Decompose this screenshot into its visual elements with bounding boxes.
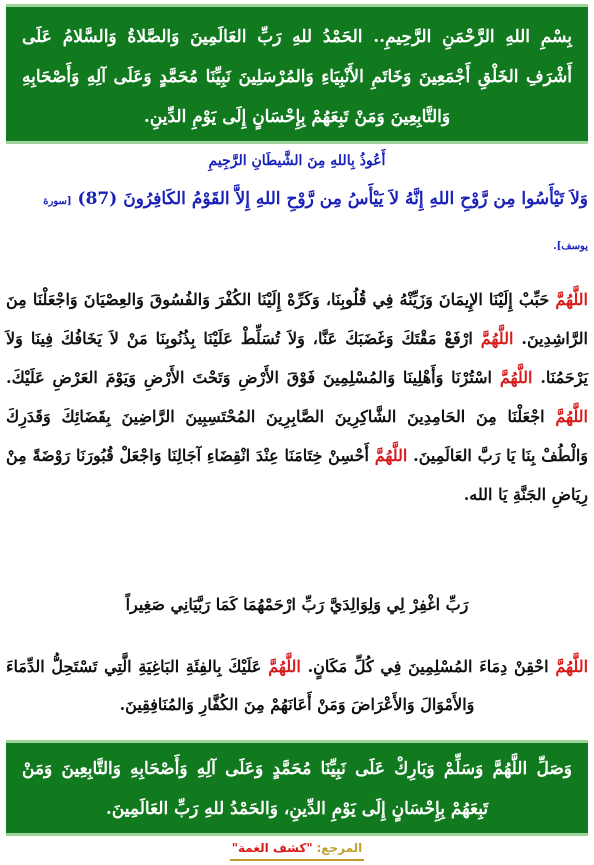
opening-banner-text: بِسْمِ اللهِ الرَّحْمَنِ الرَّحِيمِ.. الحَمْدُ للهِ رَبِّ العَالَمِينَ وَالصَّلاةُ وَالسَّلامُ عَلَى أَشْرَفِ الخَلْقِ أَجْمَعِينَ وَخَاتَمِ الأَنْبِيَاءِ وَالمُرْسَلِينَ نَبِيِّنَا مُحَمَّدٍ وَعَلَى آلِهِ وَأَصْحَابِهِ وَالتَّابِعِينَ وَمَنْ تَبِعَهُمْ بِإِحْسَانٍ إِلَى يَوْمِ الدِّينِ. [22, 27, 572, 127]
quran-verse-text: وَلاَ تَيْأَسُوا مِن رَّوْحِ اللهِ إِنَّهُ لاَ يَيْأَسُ مِن رَّوْحِ اللهِ إِلاَّ القَوْمُ الكَافِرُونَ (87) [77, 189, 588, 209]
source-title: "كشف الغمة" [231, 841, 313, 855]
supplication-text: حَبِّبْ إِلَيْنَا الإِيمَانَ وَزَيِّنْهُ فِي قُلُوبِنَا، وَكَرِّهْ إِلَيْنَا الكُفْرَ وَالفُسُوقَ وَالعِصْيَانَ وَاجْعَلْنَا مِنَ الرَّاشِدِينَ. [6, 290, 588, 348]
verse-reference: [سورة يوسف]. [43, 196, 588, 252]
supplication-text: ارْفَعْ مَقْتَكَ وَغَضَبَكَ عَنَّا، وَلاَ تُسَلِّطْ عَلَيْنَا بِذُنُوبِنَا مَنْ لاَ يَخَافُكَ فِينَا وَلاَ يَرْحَمُنَا. [6, 329, 589, 387]
allahumma-word: اللَّهُمَّ [374, 446, 408, 465]
source-label: المرجع: [316, 841, 363, 855]
quran-verse [6, 178, 588, 268]
supplication-text: اجْعَلْنَا مِنَ الحَامِدِينَ الشَّاكِرِينَ الصَّابِرِينَ المُحْتَسِبِينَ الرَّاضِينَ بِقَضَائِكَ وَقَدَرِكَ وَالْطُفْ بِنَا يَا رَبَّ العَالَمِينَ. [6, 407, 588, 465]
allahumma-word: اللَّهُمَّ [480, 329, 514, 348]
supplication-text: عَلَيْكَ بِالفِئَةِ البَاغِيَةِ الَّتِي تَسْتَحِلُّ الدِّمَاءَ وَالأَمْوَالَ وَالأَعْرَاضَ وَمَنْ أَعَانَهُمْ مِنَ الكُفَّارِ وَالمُنَافِقِينَ. [6, 657, 475, 714]
source-reference [0, 838, 594, 861]
supplication-paragraph [6, 280, 588, 514]
supplication-text: احْقِنْ دِمَاءَ المُسْلِمِينَ فِي كُلِّ مَكَانٍ. [300, 657, 556, 676]
istiadha-line: أَعُوذُ بِاللهِ مِنَ الشَّيطَانِ الرَّجِيمِ [208, 153, 386, 169]
allahumma-word: اللَّهُمَّ [499, 368, 533, 387]
allahumma-word: اللَّهُمَّ [555, 407, 588, 426]
allahumma-word: اللَّهُمَّ [555, 290, 588, 309]
source-underline [230, 838, 365, 861]
allahumma-word: اللَّهُمَّ [555, 657, 589, 676]
parents-supplication: رَبِّ اغْفِرْ لِي وَلِوَالِدَيَّ رَبِّ ارْحَمْهُمَا كَمَا رَبَّيَانِي صَغِيراً [125, 595, 469, 614]
closing-banner-text: وَصَلِّ اللَّهُمَّ وَسَلِّمْ وَبَارِكْ عَلَى نَبِيِّنَا مُحَمَّدٍ وَعَلَى آلِهِ وَأَصْحَابِهِ وَالتَّابِعِينَ وَمَنْ تَبِعَهُمْ بِإِحْسَانٍ إِلَى يَوْمِ الدِّينِ، وَالحَمْدُ للهِ رَبِّ العَالَمِينَ. [22, 759, 572, 819]
closing-banner [6, 740, 588, 836]
allahumma-word: اللَّهُمَّ [268, 657, 301, 676]
second-supplication-paragraph [6, 648, 588, 724]
supplication-text: أَحْسِنْ خِتَامَنَا عِنْدَ انْقِضَاءِ آجَالِنَا وَاجْعَلْ قُبُورَنَا رَوْضَةً مِنْ رِيَاضِ الجَنَّةِ يَا الله. [6, 446, 588, 504]
opening-banner [6, 4, 588, 144]
supplication-text: اسْتُرْنَا وَأَهْلِينَا وَالمُسْلِمِينَ فَوْقَ الأَرْضِ وَتَحْتَ الأَرْضِ وَيَوْمَ العَرْضِ عَلَيْكَ. [6, 368, 500, 387]
